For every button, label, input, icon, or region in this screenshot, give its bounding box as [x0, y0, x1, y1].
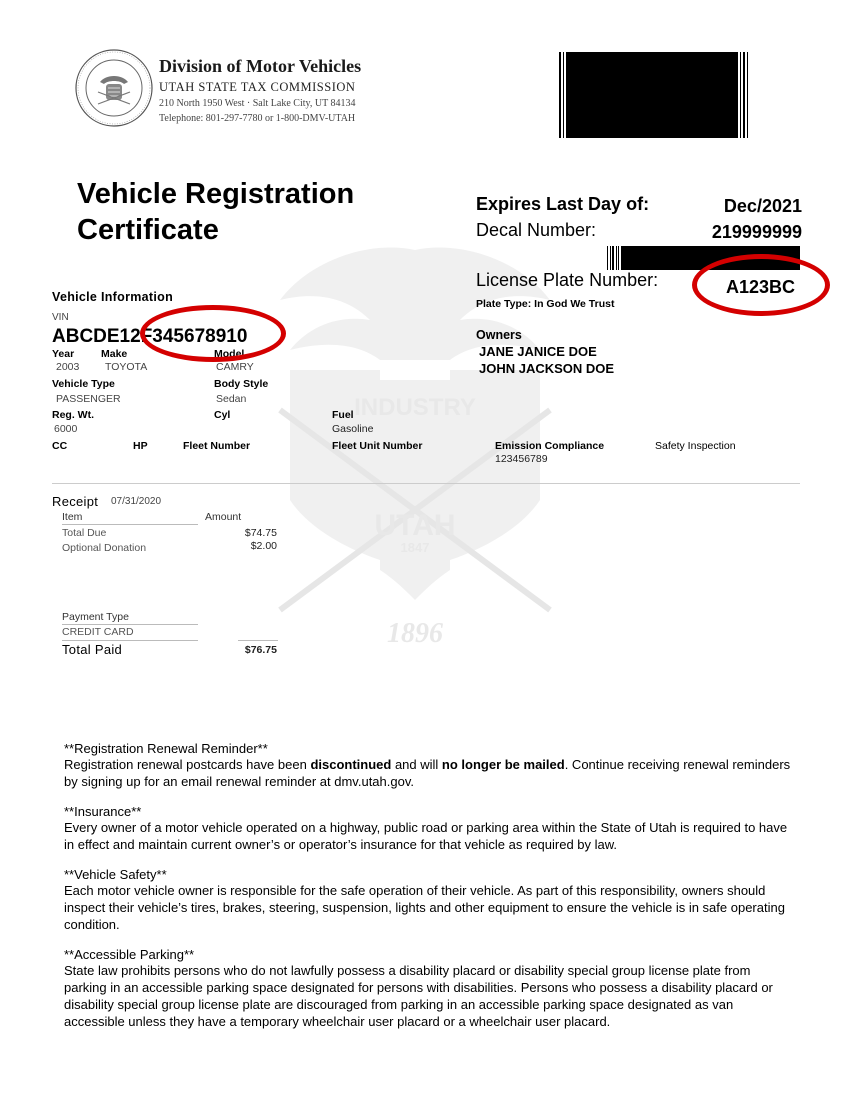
notice-block [64, 867, 794, 933]
notice-text [64, 962, 794, 1030]
emission-compliance-value: 123456789 [495, 453, 548, 465]
expires-value: Dec/2021 [723, 196, 802, 216]
expires-label: Expires Last Day of: [476, 194, 650, 214]
reg-weight-value: 6000 [54, 423, 78, 435]
notice-title: **Insurance** [64, 804, 142, 819]
make-value: TOYOTA [105, 361, 148, 373]
notice-block [64, 741, 794, 790]
notice-text-span: Each motor vehicle owner is responsible for the safe operation of their vehicle. As part of this responsibility, owners should inspect their vehicle’s tires, brakes, steering, suspension, lights and other equipment to ensure the vehicle is in safe operating condition. [64, 883, 785, 932]
watermark-year-statehood: 1896 [387, 618, 443, 649]
hp-label: HP [133, 440, 148, 452]
owner-name: JOHN JACKSON DOE [479, 361, 615, 376]
cyl-label: Cyl [214, 409, 231, 421]
license-plate-label: License Plate Number: [476, 270, 659, 290]
notice-title: **Accessible Parking** [64, 947, 195, 962]
watermark-state: UTAH [374, 509, 456, 542]
vehicle-info-heading: Vehicle Information [52, 290, 174, 304]
notice-text-span: Every owner of a motor vehicle operated on a highway, public road or parking area within the State of Utah is required to have in effect and maintain current owner’s or operator’s insurance for that vehicle as required by law. [64, 820, 788, 852]
receipt-item-header: Item [62, 511, 83, 523]
vehicle-type-label: Vehicle Type [52, 378, 115, 390]
notice-text-span: State law prohibits persons who do not lawfully possess a disability placard or disability special group license plate from parking in an accessible parking space designated for persons with disabilities. Persons who possess a disability placard or disability special group license plate are discouraged from parking in an accessible parking space designated as van accessible unless they have a temporary wheelchair user placard or a wheelchair user placard. [64, 963, 773, 1029]
redacted-barcode-top [556, 52, 749, 138]
annotation-circle-plate [692, 254, 830, 316]
fleet-unit-number-label: Fleet Unit Number [332, 440, 423, 452]
safety-inspection-label: Safety Inspection [655, 440, 736, 452]
watermark-banner: INDUSTRY [354, 394, 476, 421]
fleet-number-label: Fleet Number [183, 440, 251, 452]
notice-text-span: . Continue receiving renewal reminders by signing up for an email renewal reminder at dmv.utah.gov. [64, 757, 791, 789]
license-plate-value: A123BC [726, 277, 796, 297]
vin-label: VIN [52, 312, 69, 323]
org-address: 210 North 1950 West · Salt Lake City, UT 84134 [159, 98, 356, 109]
reg-weight-label: Reg. Wt. [52, 409, 94, 421]
notice-text-bold: discontinued [310, 757, 392, 772]
emission-compliance-label: Emission Compliance [495, 440, 605, 452]
body-style-value: Sedan [216, 393, 247, 405]
owners-label: Owners [476, 328, 522, 342]
annotation-circle-vin [140, 305, 286, 362]
plate-type-value: In God We Trust [534, 298, 615, 310]
notice-title: **Registration Renewal Reminder** [64, 741, 268, 756]
notice-block [64, 947, 794, 1030]
receipt-item-amount: $2.00 [250, 540, 277, 552]
receipt-amount-header: Amount [205, 511, 242, 523]
decal-label: Decal Number: [476, 220, 597, 240]
payment-type-rule-bottom [62, 640, 198, 641]
notice-text [64, 819, 794, 853]
vehicle-type-value: PASSENGER [56, 393, 121, 405]
notice-text-span: and will [391, 757, 442, 772]
document-title: Vehicle Registration Certificate [77, 178, 355, 246]
notice-text [64, 756, 794, 790]
fuel-label: Fuel [332, 409, 354, 421]
vin-value: ABCDE12F345678910 [52, 326, 248, 347]
receipt-heading: Receipt [52, 494, 99, 509]
notice-text [64, 882, 794, 933]
payment-type-rule [62, 624, 198, 625]
state-seal-logo [74, 48, 154, 128]
receipt-item-label: Total Due [62, 527, 107, 539]
total-paid-value: $76.75 [244, 644, 277, 656]
plate-type [476, 298, 614, 310]
model-label: Model [214, 348, 245, 360]
receipt-divider [52, 483, 800, 484]
watermark-year-founded: 1847 [400, 540, 430, 555]
decal-value: 219999999 [711, 222, 802, 242]
plate-type-label: Plate Type: [476, 298, 532, 310]
notice-text-bold: no longer be mailed [441, 757, 565, 772]
cc-label: CC [52, 440, 68, 452]
receipt-header-rule [62, 524, 198, 525]
receipt-item-amount: $74.75 [244, 527, 277, 539]
fuel-value: Gasoline [332, 423, 374, 435]
year-label: Year [52, 348, 75, 360]
make-label: Make [101, 348, 128, 360]
notice-title: **Vehicle Safety** [64, 867, 167, 882]
body-style-label: Body Style [214, 378, 269, 390]
notice-block [64, 804, 794, 853]
notice-text-span: Registration renewal postcards have been [64, 757, 311, 772]
model-value: CAMRY [216, 361, 254, 373]
total-paid-label: Total Paid [62, 642, 123, 657]
org-subtitle: UTAH STATE TAX COMMISSION [159, 80, 356, 94]
total-rule [238, 640, 278, 641]
org-name: Division of Motor Vehicles [159, 56, 362, 76]
receipt-date: 07/31/2020 [111, 496, 162, 507]
receipt-item-label: Optional Donation [62, 542, 147, 554]
year-value: 2003 [56, 361, 80, 373]
payment-type-label: Payment Type [62, 611, 129, 623]
org-phone: Telephone: 801-297-7780 or 1-800-DMV-UTAH [159, 113, 356, 124]
owner-name: JANE JANICE DOE [479, 344, 597, 359]
payment-type-value: CREDIT CARD [62, 626, 134, 638]
